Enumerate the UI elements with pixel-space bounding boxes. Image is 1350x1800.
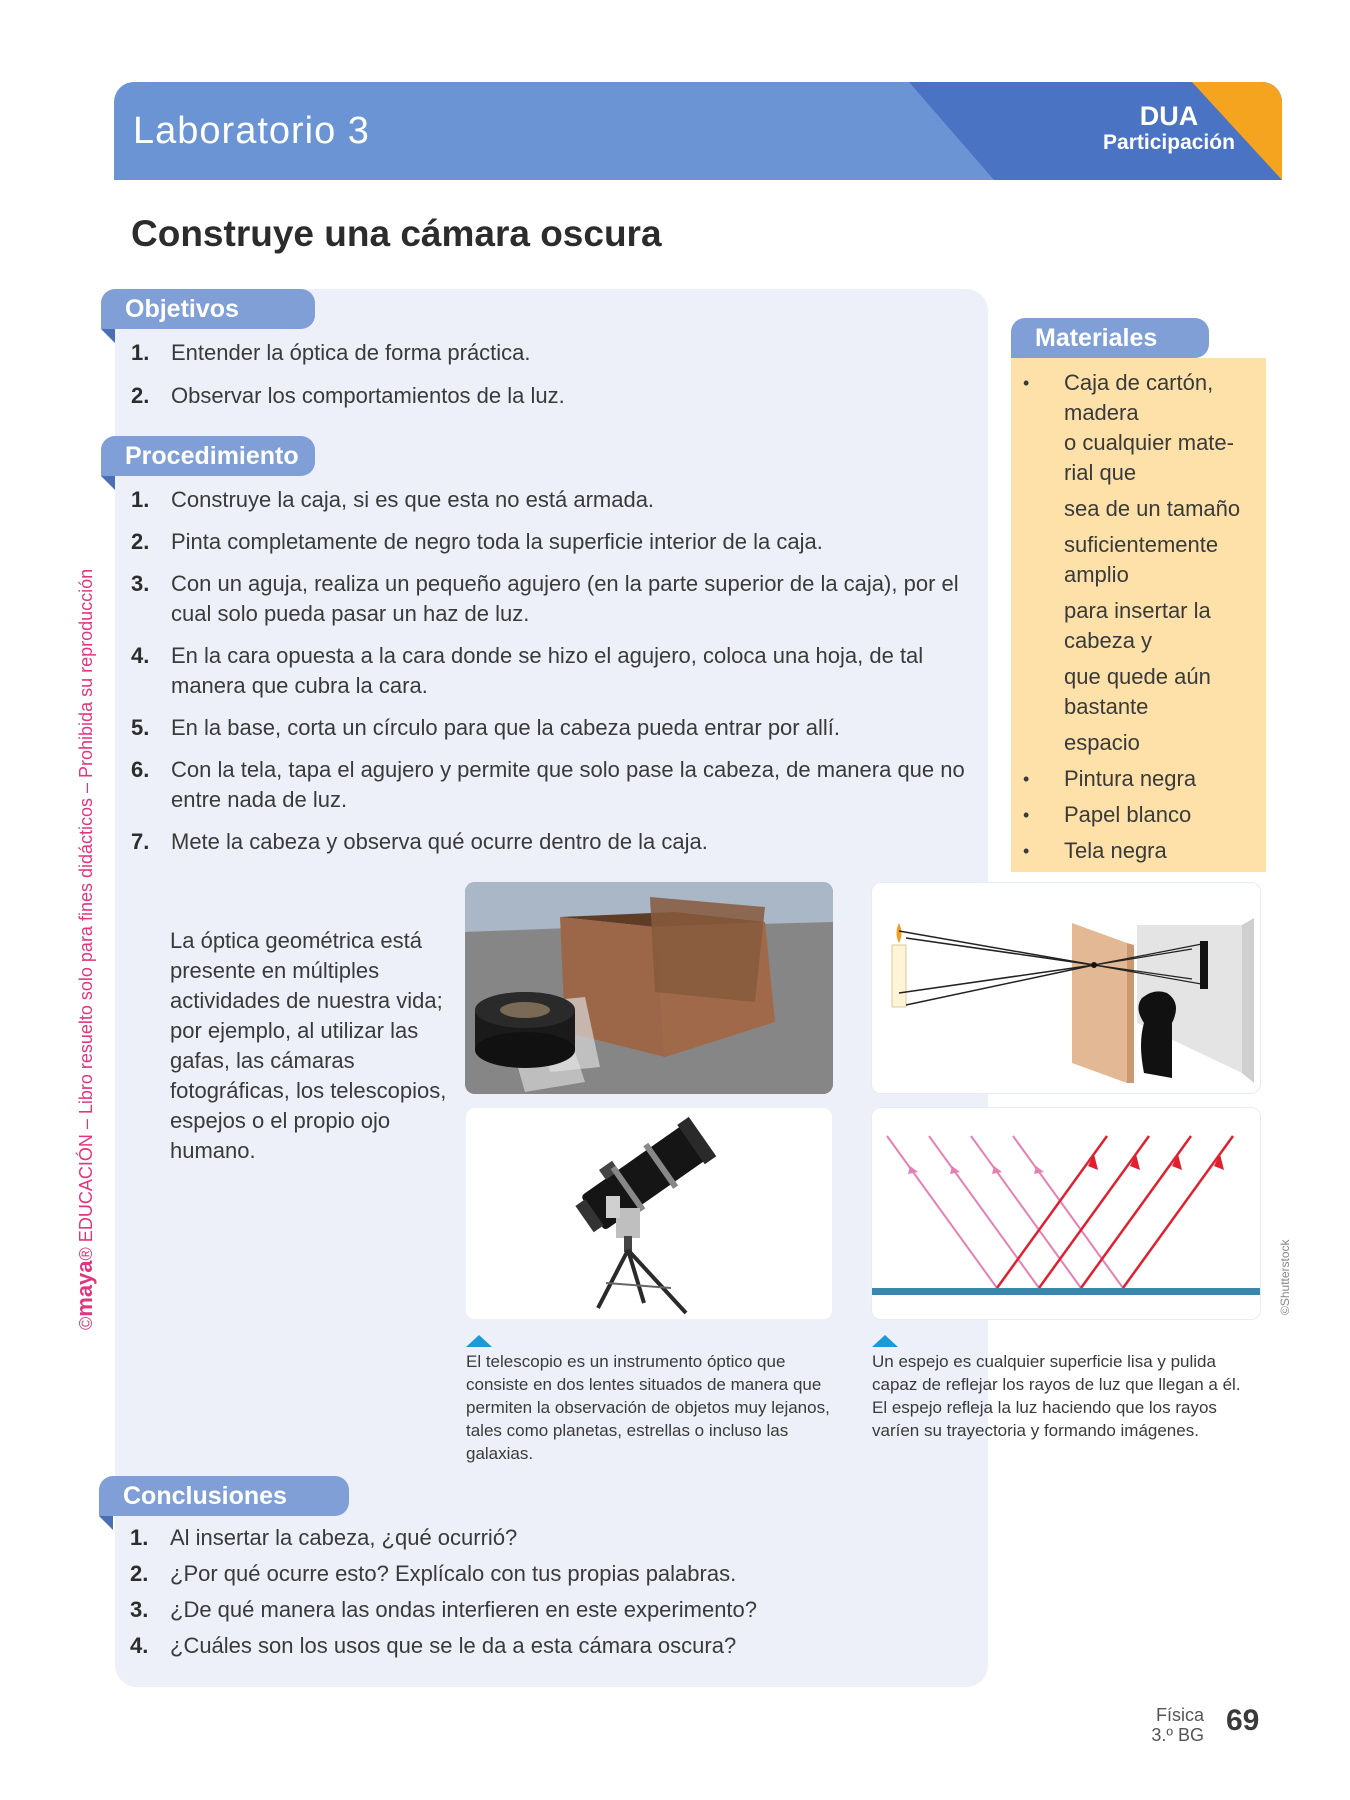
item-number: 6.: [131, 757, 150, 782]
conclusiones-heading-text: Conclusiones: [123, 1482, 287, 1510]
list-item: [131, 713, 976, 743]
conclusiones-heading: [99, 1476, 349, 1516]
item-text: Con la tela, tapa el agujero y permite que solo pase la cabeza, de manera que no entre nada de luz.: [171, 757, 965, 812]
image-credit: ©Shutterstock: [1278, 1239, 1292, 1315]
material-line: cabeza y: [1064, 628, 1153, 653]
copyright-text: ® EDUCACIÓN – Libro resuelto solo para fines didácticos – Prohibida su reproducción: [76, 568, 96, 1261]
item-text: Construye la caja, si es que esta no está armada.: [171, 487, 655, 512]
material-line: espacio: [1064, 730, 1140, 755]
item-text: En la cara opuesta a la cara donde se hizo el agujero, coloca una hoja, de tal manera que cubra la cara.: [171, 643, 924, 698]
item-number: 3.: [130, 1597, 149, 1622]
item-number: 4.: [130, 1633, 149, 1658]
side-copyright: [72, 470, 102, 1330]
list-item: [131, 485, 976, 515]
item-number: 7.: [131, 829, 150, 854]
material-item-text: Papel blanco: [1064, 802, 1192, 827]
footer-subject: [1138, 1705, 1204, 1745]
item-text: ¿De qué manera las ondas interfieren en este experimento?: [170, 1597, 758, 1622]
item-text: Con un aguja, realiza un pequeño agujero (en la parte superior de la caja), por el cual solo pueda pasar un haz de luz.: [171, 571, 959, 626]
list-item: [131, 527, 976, 557]
procedimiento-heading-text: Procedimiento: [125, 442, 299, 470]
material-line: suficientemente: [1064, 532, 1219, 557]
item-number: 1.: [131, 340, 150, 365]
item-text: Entender la óptica de forma práctica.: [171, 340, 531, 365]
material-item-text: Tela negra: [1064, 838, 1167, 863]
list-item: [131, 755, 976, 815]
grade-label: 3.º BG: [1151, 1725, 1204, 1745]
material-line: sea de un tamaño: [1064, 496, 1241, 521]
procedimiento-list: [131, 485, 976, 857]
item-text: ¿Cuáles son los usos que se le da a esta cámara oscura?: [170, 1633, 737, 1658]
item-number: 3.: [131, 571, 150, 596]
camera-obscura-illustration: [872, 883, 1260, 1093]
material-item: [1018, 368, 1263, 758]
box-illustration: [465, 882, 833, 1094]
mirror-reflection-illustration: [872, 1108, 1260, 1319]
dua-sublabel: Participación: [1103, 131, 1235, 154]
telescope-illustration: [466, 1108, 832, 1319]
bullet-icon: •: [1023, 769, 1030, 789]
cardboard-box-image: [465, 882, 833, 1094]
procedimiento-heading: [101, 436, 315, 476]
optics-info-text: La óptica geométrica está presente en múltiples actividades de nuestra vida; por ejemplo, al utilizar las gafas, las cámaras fotográficas, los telescopios, espejos o el propio ojo humano.: [170, 928, 447, 1163]
procedimiento-tab-notch: [101, 476, 115, 490]
item-text: ¿Por qué ocurre esto? Explícalo con tus propias palabras.: [170, 1561, 737, 1586]
item-text: Mete la cabeza y observa qué ocurre dentro de la caja.: [171, 829, 708, 854]
objetivos-heading-text: Objetivos: [125, 295, 239, 323]
item-text: En la base, corta un círculo para que la cabeza pueda entrar por allí.: [171, 715, 840, 740]
page-title: Construye una cámara oscura: [131, 213, 662, 254]
camera-obscura-diagram: [871, 882, 1261, 1094]
brand-logo-text: maya: [72, 1260, 97, 1317]
item-number: 4.: [131, 643, 150, 668]
bullet-icon: •: [1023, 373, 1030, 393]
subject-name: Física: [1155, 1705, 1204, 1725]
material-line: rial que: [1064, 460, 1137, 485]
telescope-image: [465, 1107, 833, 1320]
mirror-caption: Un espejo es cualquier superficie lisa y pulida capaz de reflejar los rayos de luz que llegan a él. El espejo refleja la luz haciendo que los rayos varíen su trayectoria y formando imágenes.: [872, 1352, 1241, 1440]
materiales-heading: [1011, 318, 1209, 358]
page-number: 69: [1226, 1704, 1260, 1737]
material-item: [1018, 836, 1263, 866]
material-line: Caja de cartón,: [1064, 370, 1214, 395]
item-text: Pinta completamente de negro toda la superficie interior de la caja.: [171, 529, 823, 554]
material-item-text: [1064, 368, 1263, 758]
materiales-heading-text: Materiales: [1035, 324, 1158, 352]
item-text: Al insertar la cabeza, ¿qué ocurrió?: [170, 1525, 518, 1550]
item-number: 1.: [130, 1525, 149, 1550]
material-line: madera: [1064, 400, 1139, 425]
bullet-icon: •: [1023, 841, 1030, 861]
objetivos-tab-notch: [101, 329, 115, 343]
caption-marker-icon: [872, 1335, 898, 1347]
copyright-symbol: ©: [76, 1316, 96, 1330]
dua-label-group: [1094, 102, 1244, 156]
bullet-icon: •: [1023, 805, 1030, 825]
list-item: [130, 1631, 960, 1661]
item-number: 5.: [131, 715, 150, 740]
list-item: [130, 1559, 960, 1589]
material-item: [1018, 764, 1263, 794]
telescope-caption: El telescopio es un instrumento óptico que consiste en dos lentes situados de manera que permiten la observación de objetos muy lejanos, tales como planetas, estrellas o incluso las galaxias.: [466, 1352, 830, 1463]
list-item: [131, 827, 976, 857]
item-number: 1.: [131, 487, 150, 512]
objetivos-list: [131, 338, 961, 411]
material-line: para insertar la: [1064, 598, 1211, 623]
item-number: 2.: [131, 383, 150, 408]
material-line: que quede aún: [1064, 664, 1211, 689]
material-line: o cualquier mate-: [1064, 430, 1234, 455]
material-item-text: Pintura negra: [1064, 766, 1197, 791]
lab-number-title: Laboratorio 3: [133, 110, 370, 152]
objetivos-heading: [101, 289, 315, 329]
material-item: [1018, 800, 1263, 830]
list-item: [131, 381, 961, 411]
list-item: [131, 641, 976, 701]
materiales-list: [1018, 368, 1263, 872]
list-item: [131, 569, 976, 629]
item-number: 2.: [131, 529, 150, 554]
item-text: Observar los comportamientos de la luz.: [171, 383, 565, 408]
caption-marker-icon: [466, 1335, 492, 1347]
list-item: [131, 338, 961, 368]
item-number: 2.: [130, 1561, 149, 1586]
lab-header-banner: [114, 82, 1282, 180]
material-line: amplio: [1064, 562, 1129, 587]
conclusiones-list: [130, 1523, 960, 1661]
list-item: [130, 1595, 960, 1625]
list-item: [130, 1523, 960, 1553]
material-line: bastante: [1064, 694, 1149, 719]
mirror-reflection-diagram: [871, 1107, 1261, 1320]
dua-label: DUA: [1139, 101, 1199, 131]
conclusiones-tab-notch: [99, 1516, 113, 1530]
